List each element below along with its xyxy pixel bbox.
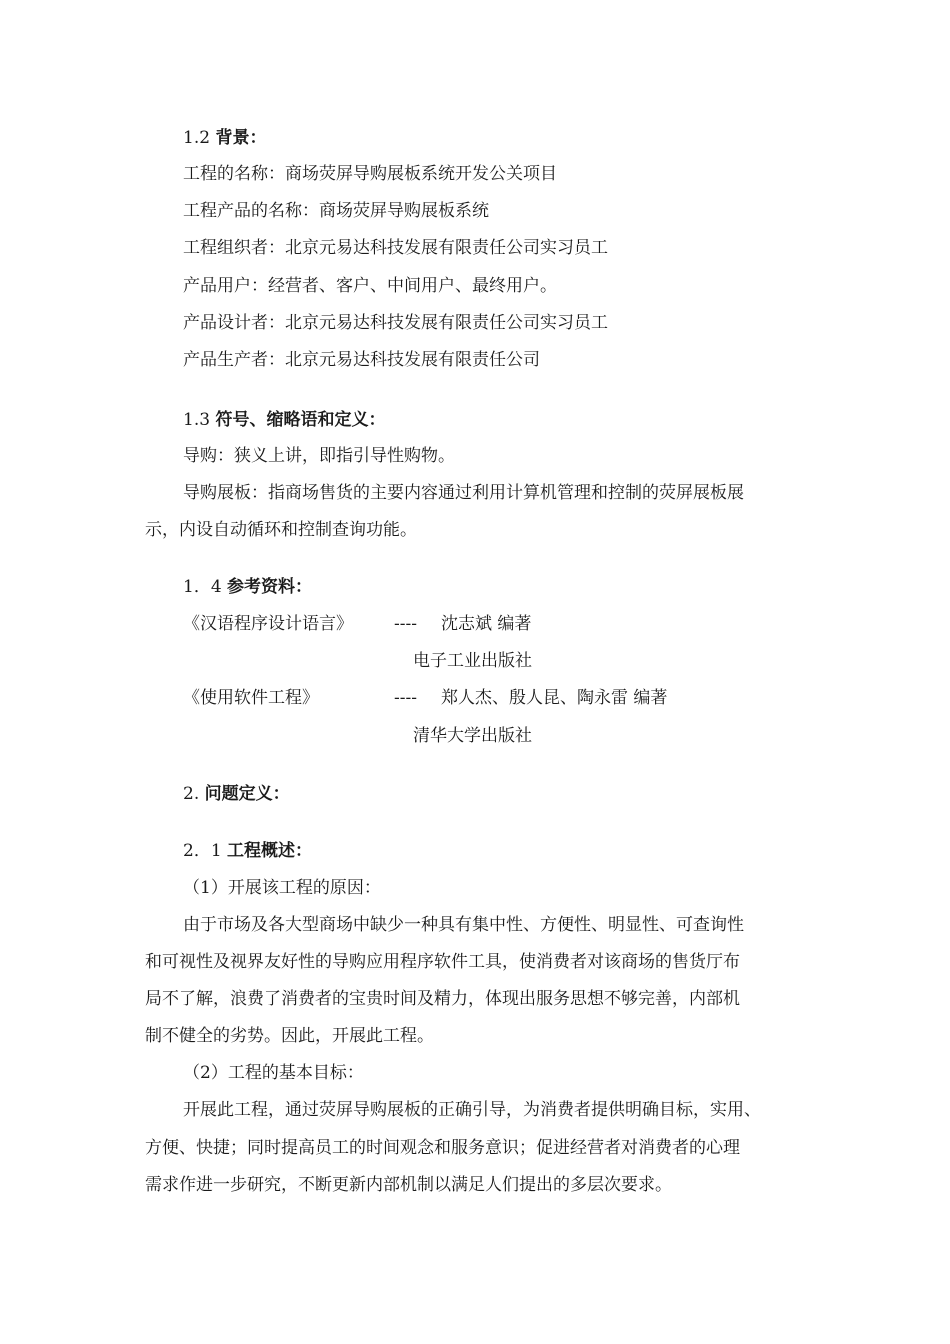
section-number: 1．4	[183, 577, 222, 597]
section-1-3-heading	[183, 408, 385, 432]
paragraph-line: 制不健全的劣势。因此，开展此工程。	[145, 1026, 434, 1046]
paragraph-line: 工程的名称：商场荧屏导购展板系统开发公关项目	[183, 164, 557, 184]
section-title: 背景：	[215, 128, 267, 148]
subsection-heading: （1）开展该工程的原因：	[183, 878, 381, 898]
reference-author: 郑人杰、殷人昆、陶永雷 编著	[441, 688, 668, 708]
section-number: 2.	[183, 784, 200, 804]
paragraph-line: 和可视性及视界友好性的导购应用程序软件工具，使消费者对该商场的售货厅布	[145, 952, 740, 972]
reference-dash: ----	[394, 614, 417, 634]
paragraph-line: 导购展板：指商场售货的主要内容通过利用计算机管理和控制的荧屏展板展	[183, 483, 744, 503]
section-title: 符号、缩略语和定义：	[215, 410, 386, 430]
paragraph-line: 导购：狭义上讲，即指引导性购物。	[183, 446, 455, 466]
section-title: 参考资料：	[227, 577, 313, 597]
paragraph-line: 开展此工程，通过荧屏导购展板的正确引导，为消费者提供明确目标，实用、	[183, 1100, 761, 1120]
paragraph-line: 产品生产者：北京元易达科技发展有限责任公司	[183, 350, 540, 370]
section-title: 工程概述：	[227, 841, 313, 861]
paragraph-line: 工程组织者：北京元易达科技发展有限责任公司实习员工	[183, 238, 608, 258]
section-1-2-heading	[183, 126, 266, 150]
paragraph-line: 工程产品的名称：商场荧屏导购展板系统	[183, 201, 489, 221]
reference-publisher: 电子工业出版社	[413, 651, 532, 671]
section-2-1-heading	[183, 839, 312, 863]
section-title: 问题定义：	[204, 784, 290, 804]
reference-title: 《汉语程序设计语言》	[183, 614, 353, 634]
reference-title: 《使用软件工程》	[183, 688, 319, 708]
paragraph-line: 示，内设自动循环和控制查询功能。	[145, 520, 417, 540]
reference-publisher: 清华大学出版社	[413, 726, 532, 746]
subsection-heading: （2）工程的基本目标：	[183, 1063, 364, 1083]
paragraph-line: 方便、快捷；同时提高员工的时间观念和服务意识；促进经营者对消费者的心理	[145, 1138, 740, 1158]
section-1-4-heading	[183, 575, 312, 599]
paragraph-line: 需求作进一步研究，不断更新内部机制以满足人们提出的多层次要求。	[145, 1175, 672, 1195]
reference-dash: ----	[394, 688, 417, 708]
paragraph-line: 产品设计者：北京元易达科技发展有限责任公司实习员工	[183, 313, 608, 333]
section-2-heading	[183, 782, 290, 806]
section-number: 2．1	[183, 841, 222, 861]
paragraph-line: 由于市场及各大型商场中缺少一种具有集中性、方便性、明显性、可查询性	[183, 915, 744, 935]
reference-author: 沈志斌 编著	[441, 614, 532, 634]
paragraph-line: 产品用户：经营者、客户、中间用户、最终用户。	[183, 276, 557, 296]
paragraph-line: 局不了解，浪费了消费者的宝贵时间及精力，体现出服务思想不够完善，内部机	[145, 989, 740, 1009]
section-number: 1.2	[183, 128, 211, 148]
section-number: 1.3	[183, 410, 211, 430]
